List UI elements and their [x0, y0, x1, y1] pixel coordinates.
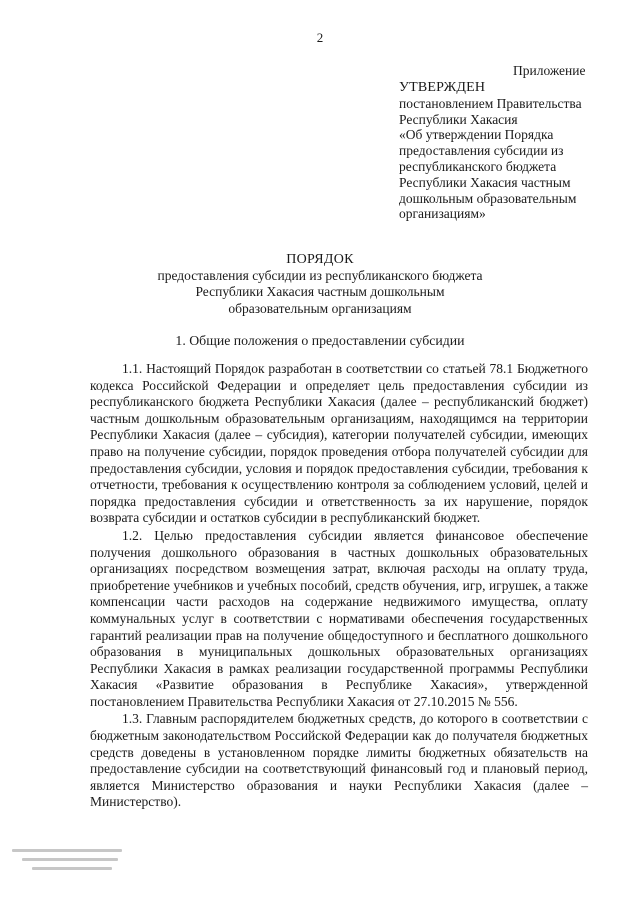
document-title: ПОРЯДОК	[286, 252, 354, 267]
section-heading: 1. Общие положения о предоставлении субсидии	[175, 333, 465, 348]
approval-line: дошкольным образовательным	[399, 190, 577, 206]
approval-line: Республики Хакасия частным	[399, 174, 571, 190]
approval-line: Республики Хакасия	[399, 111, 518, 127]
approval-line: УТВЕРЖДЕН	[399, 80, 486, 95]
body-text	[90, 361, 588, 812]
subtitle-line: образовательным организациям	[228, 300, 412, 316]
approval-line: «Об утверждении Порядка	[399, 127, 554, 143]
paragraph-1-2: 1.2. Целью предоставления субсидии является финансовое обеспечение получения дошкольного образования в частных дошкольных образовательных организациях посредством возмещения затрат, включая расходы на оплату труда, приобретение учебников и учебных пособий, средств обучения, игр, игрушек, а также компенсации части расходов на содержание недвижимого имущества, оплату коммунальных услуг в соответствии с нормативами обеспечения государственных гарантий реализации прав на получение общедоступного и бесплатного дошкольного образования в муниципальных дошкольных образовательных организациях Республики Хакасия в рамках реализации государственной программы Республики Хакасия «Развитие образования в Республике Хакасия», утвержденной постановлением Правительства Республики Хакасия от 27.10.2015 № 556.	[90, 527, 588, 709]
appendix-label: Приложение	[513, 63, 586, 78]
paragraph-1-3: 1.3. Главным распорядителем бюджетных средств, до которого в соответствии с бюджетным законодательством Российской Федерации как до получателя бюджетных средств доведены в установленном порядке лимиты бюджетных обязательств на предоставление субсидии на соответствующий финансовый год и плановый период, является Министерство образования и науки Республики Хакасия (далее – Министерство).	[90, 711, 588, 810]
approval-line: организациям»	[399, 206, 486, 222]
approval-line: предоставления субсидии из	[399, 143, 564, 159]
approval-line: республиканского бюджета	[399, 158, 557, 174]
approval-line: постановлением Правительства	[399, 95, 582, 111]
subtitle-line: Республики Хакасия частным дошкольным	[195, 284, 445, 300]
subtitle-line: предоставления субсидии из республиканского бюджета	[157, 268, 483, 283]
page-number: 2	[316, 30, 324, 45]
paragraph-1-1: 1.1. Настоящий Порядок разработан в соответствии со статьей 78.1 Бюджетного кодекса Российской Федерации и определяет цель предоставления субсидии из республиканского бюджета Республики Хакасия (далее – республиканский бюджет) частным дошкольным образовательным организациям, находящимся на территории Республики Хакасия (далее – субсидия), категории получателей субсидии, имеющих право на получение субсидии, порядок проведения отбора получателей субсидии для предоставления субсидии, условия и порядок предоставления субсидии, требования к отчетности, требования к осуществлению контроля за соблюдением условий, целей и порядка предоставления субсидии и ответственность за их нарушение, порядок возврата субсидии и остатков субсидии в республиканский бюджет.	[90, 361, 588, 526]
approval-block	[399, 80, 599, 222]
faded-stamp	[12, 843, 142, 879]
document-subtitle	[0, 268, 640, 317]
